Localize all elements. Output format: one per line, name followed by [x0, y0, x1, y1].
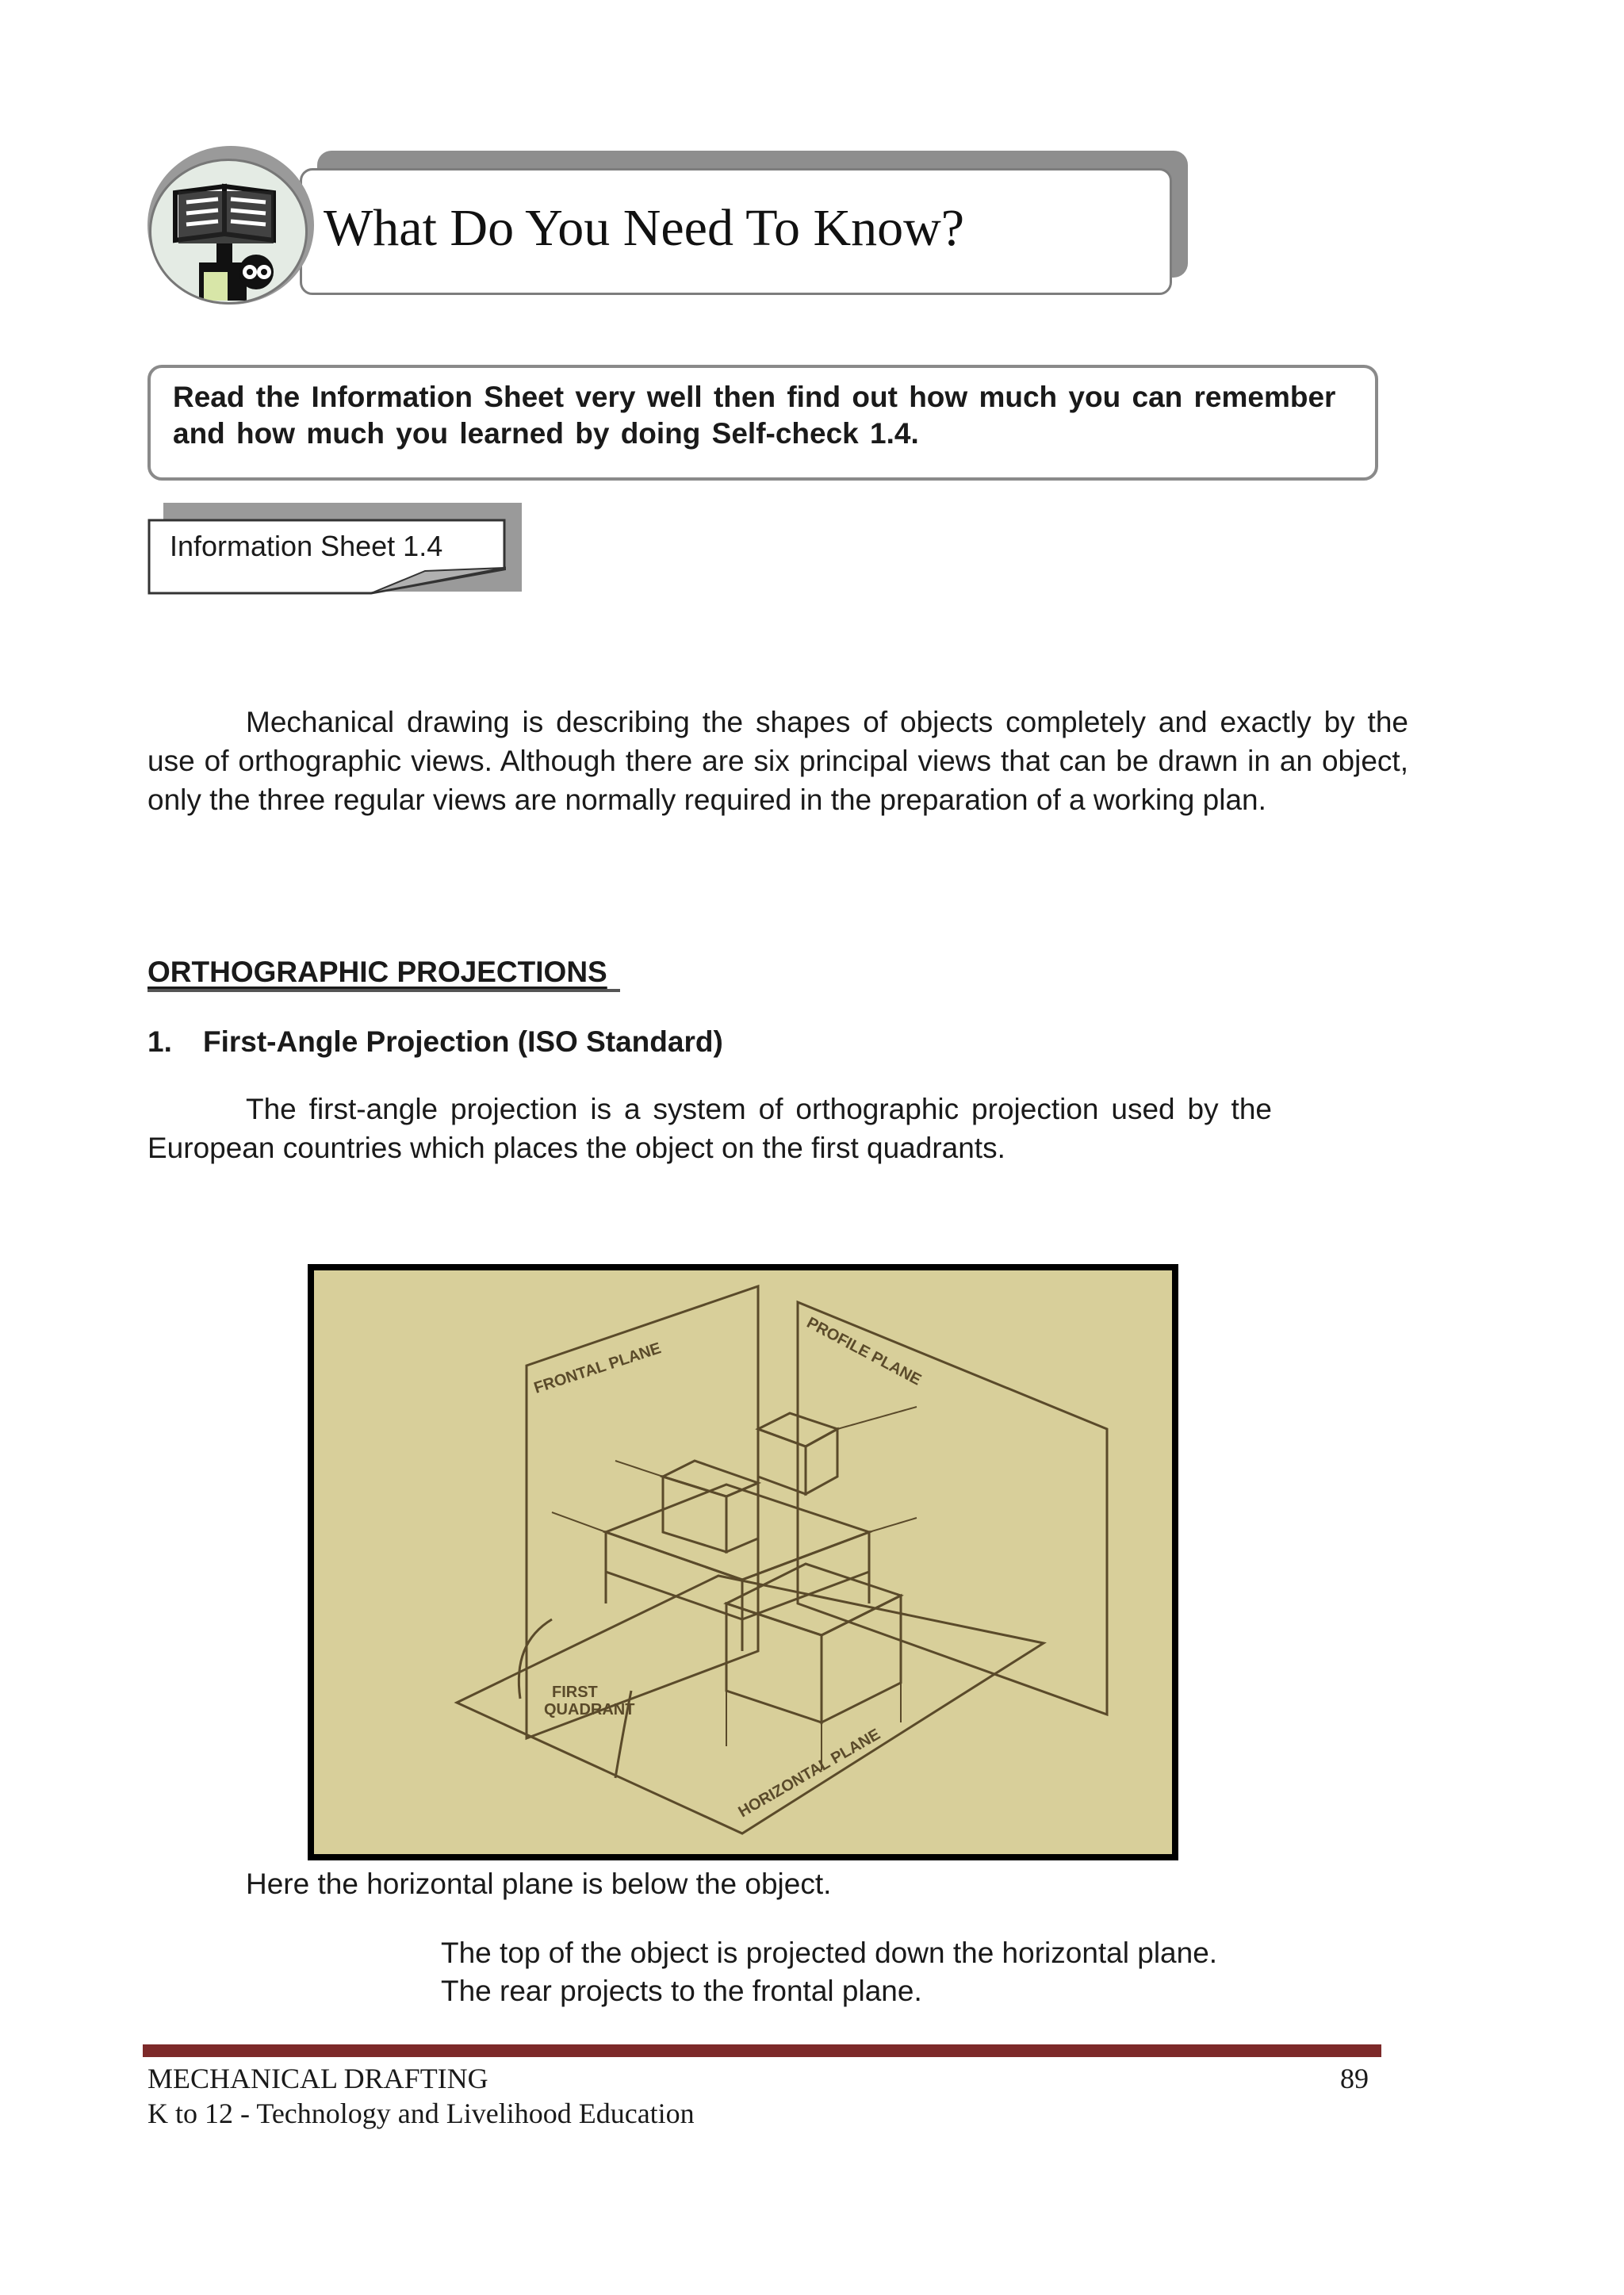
- instruction-text: Read the Information Sheet very well then find out how much you can remember and how much you learned by doing Self-check 1.4.: [173, 381, 1336, 450]
- quadrant-label-line2: QUADRANT: [544, 1701, 635, 1718]
- reading-person-icon: [149, 159, 308, 305]
- item-number: 1.: [147, 1025, 172, 1058]
- figure-paper: [314, 1270, 1172, 1854]
- page-number: 89: [1340, 2063, 1369, 2094]
- info-sheet-label: Information Sheet 1.4: [170, 530, 443, 562]
- figure-caption: Here the horizontal plane is below the object.: [246, 1868, 832, 1900]
- first-angle-projection-figure: [308, 1264, 1178, 1860]
- frontal-plane-label: FRONTAL PLANE: [531, 1339, 664, 1397]
- section-heading: ORTHOGRAPHIC PROJECTIONS: [147, 956, 607, 988]
- footer-subject: MECHANICAL DRAFTING: [147, 2063, 488, 2094]
- page-title: What Do You Need To Know?: [324, 199, 965, 257]
- profile-plane-label: PROFILE PLANE: [803, 1313, 925, 1389]
- quadrant-label-line1: FIRST: [552, 1684, 598, 1701]
- bullet-item: The top of the object is projected down the horizontal plane.: [441, 1937, 1218, 1969]
- footer-rule: [143, 2044, 1381, 2057]
- horizontal-plane-label: HORIZONTAL PLANE: [735, 1725, 883, 1822]
- intro-paragraph: [147, 703, 1408, 819]
- heading-underline: [147, 989, 620, 992]
- first-angle-text: The first-angle projection is a system of orthographic projection used by the European countries which places the object on the first quadrants.: [147, 1093, 1272, 1164]
- footer-program: K to 12 - Technology and Livelihood Education: [147, 2098, 695, 2129]
- intro-text: Mechanical drawing is describing the shapes of objects completely and exactly by the use of orthographic views. Although there are six principal views that can be drawn in an object, only the three regular views are normally required in the preparation of a working plan.: [147, 706, 1408, 816]
- bullet-item: The rear projects to the frontal plane.: [441, 1975, 922, 2007]
- item-title: First-Angle Projection (ISO Standard): [203, 1025, 723, 1058]
- first-angle-paragraph: [147, 1090, 1272, 1167]
